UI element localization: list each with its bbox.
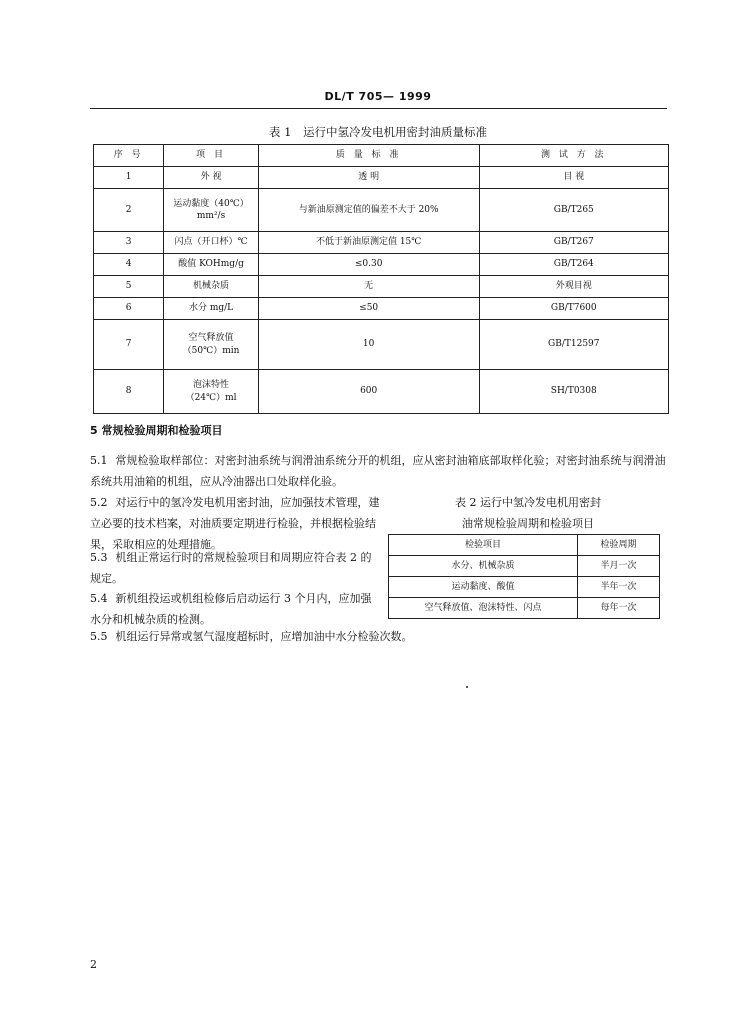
scan-speck [466,686,468,688]
row-no: 5 [94,276,164,298]
paragraph-text: 机组正常运行时的常规检验项目和周期应符合表 2 的规定。 [90,551,372,585]
row-standard: 不低于新油原测定值 15℃ [258,232,479,254]
row-no: 3 [94,232,164,254]
row-no: 2 [94,189,164,232]
row-no: 6 [94,298,164,320]
header-rule [90,108,667,109]
row-standard: ≤50 [258,298,479,320]
row-item [164,320,258,370]
paragraph-text: 新机组投运或机组检修后启动运行 3 个月内，应加强水分和机械杂质的检测。 [90,592,372,626]
paragraph-number: 5.5 [90,630,108,643]
row-method: 外观目视 [479,276,668,298]
paragraph-text: 常规检验取样部位：对密封油系统与润滑油系统分开的机组，应从密封油箱底部取样化验；对密封油系统与润滑油系统共用油箱的机组，应从冷油器出口处取样化验。 [90,454,666,488]
table-row [94,370,669,414]
row-standard: 600 [258,370,479,414]
row-method: SH/T0308 [479,370,668,414]
row-no: 4 [94,254,164,276]
row-no: 8 [94,370,164,414]
row-method: 目 视 [479,167,668,189]
row-method: GB/T265 [479,189,668,232]
row-standard: 与新油原测定值的偏差不大于 20% [258,189,479,232]
row-item [164,370,258,414]
row-item: 外 视 [164,167,258,189]
row-item: 水分、机械杂质 [389,556,578,577]
table-row [389,598,660,619]
table1-header-row [94,145,669,167]
row-method: GB/T267 [479,232,668,254]
row-item-line1: 空气释放值 [188,333,234,344]
paragraph-5-1 [90,450,667,492]
row-item: 机械杂质 [164,276,258,298]
row-item: 水分 mg/L [164,298,258,320]
section-heading: 5 常规检验周期和检验项目 [90,424,223,437]
row-item: 运动黏度、酸值 [389,577,578,598]
row-standard: 10 [258,320,479,370]
row-item-line1: 运动黏度（40℃） [173,198,249,209]
row-standard: 透 明 [258,167,479,189]
row-method: GB/T7600 [479,298,668,320]
quality-standard-table [93,144,669,414]
page-number: 2 [90,958,97,971]
table-row [389,556,660,577]
table1-header-cell: 测 试 方 法 [479,145,668,167]
row-standard: 无 [258,276,479,298]
paragraph-5-3 [90,547,380,589]
row-standard: ≤0.30 [258,254,479,276]
table-row [94,189,669,232]
paragraph-text: 对运行中的氢冷发电机用密封油，应加强技术管理，建立必要的技术档案，对油质要定期进行检验，并根据检验结果，采取相应的处理措施。 [90,496,380,551]
paragraph-number: 5.1 [90,454,108,467]
paragraph-number: 5.2 [90,496,108,509]
table2-header-row [389,535,660,556]
table1-header-cell: 质 量 标 准 [258,145,479,167]
row-item: 酸值 KOHmg/g [164,254,258,276]
row-period: 半年一次 [577,577,659,598]
row-item-line2: mm²/s [196,211,226,221]
row-item: 闪点（开口杯）℃ [164,232,258,254]
table1-caption [0,124,756,140]
row-method: GB/T264 [479,254,668,276]
table1-caption-title: 运行中氢冷发电机用密封油质量标准 [303,125,488,139]
row-period: 每年一次 [577,598,659,619]
table1-header-cell: 序 号 [94,145,164,167]
table-row [94,320,669,370]
paragraph-5-5 [90,626,667,647]
paragraph-text: 机组运行异常或氢气湿度超标时，应增加油中水分检验次数。 [115,630,413,643]
table2-header-cell: 检验周期 [577,535,659,556]
paragraph-number: 5.3 [90,551,108,564]
table-row [94,276,669,298]
table2-caption-line2: 油常规检验周期和检验项目 [462,517,594,530]
table-row [389,577,660,598]
table-row [94,167,669,189]
row-item-line1: 泡沫特性 [193,380,230,391]
table-row [94,254,669,276]
row-item-line2: （50℃）min [182,345,240,356]
row-no: 7 [94,320,164,370]
table2-caption-line1: 表 2 运行中氢冷发电机用密封 [455,496,601,509]
table1-header-cell: 项 目 [164,145,258,167]
row-period: 半月一次 [577,556,659,577]
table2-caption [390,492,666,534]
table1-caption-no: 表 1 [268,125,292,139]
table-row [94,232,669,254]
row-method: GB/T12597 [479,320,668,370]
table-row [94,298,669,320]
inspection-period-table [388,534,660,619]
paragraph-number: 5.4 [90,592,108,605]
table2-header-cell: 检验项目 [389,535,578,556]
standard-number-header: DL/T 705— 1999 [324,90,432,103]
paragraph-5-2 [90,492,380,555]
row-item: 空气释放值、泡沫特性、闪点 [389,598,578,619]
row-no: 1 [94,167,164,189]
row-item [164,189,258,232]
paragraph-5-4 [90,588,380,630]
row-item-line2: （24℃）ml [185,392,237,403]
